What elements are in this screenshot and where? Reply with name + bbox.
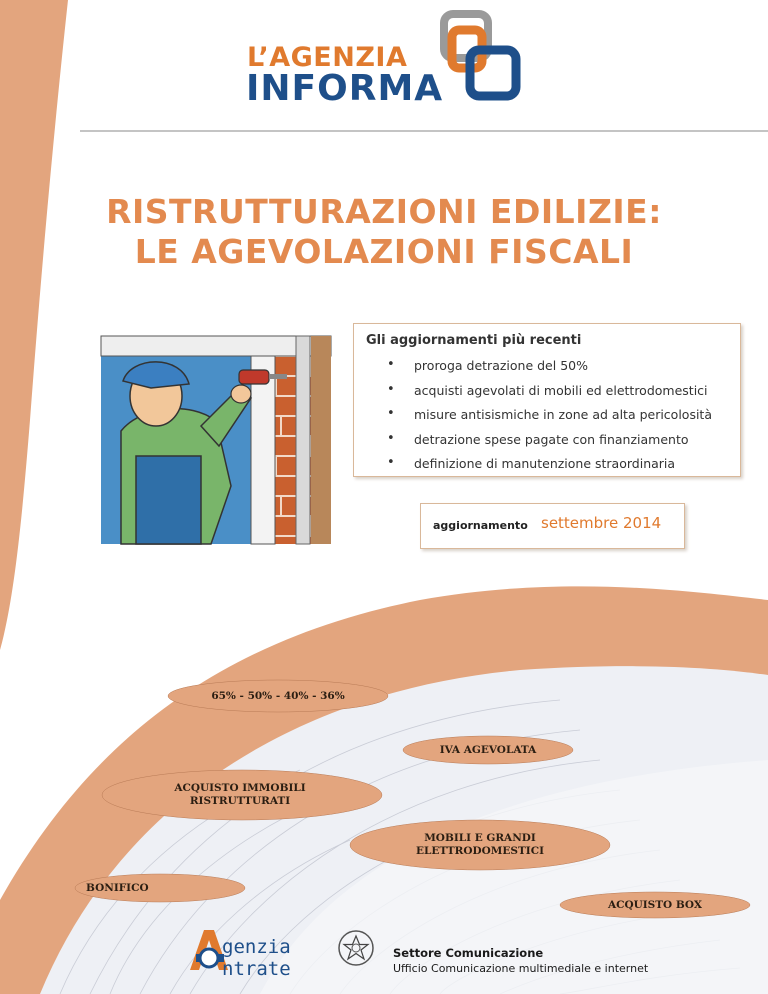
topic-iva: IVA AGEVOLATA — [439, 744, 537, 756]
updates-list — [354, 358, 712, 481]
topic-mobili-line2: ELETTRODOMESTICI — [416, 845, 544, 857]
topic-acquisto-line1: ACQUISTO IMMOBILI — [174, 782, 306, 794]
list-item: • detrazione spese pagate con finanziamento — [354, 432, 712, 457]
title-line2: LE AGEVOLAZIONI FISCALI — [134, 232, 634, 271]
footer-office: Ufficio Comunicazione multimediale e internet — [393, 962, 649, 975]
topic-mobili — [375, 832, 585, 858]
list-item: • proroga detrazione del 50% — [354, 358, 712, 383]
list-item: • acquisti agevolati di mobili ed elettrodomestici — [354, 383, 712, 408]
logo-line2: INFORMA — [246, 68, 444, 109]
title-line1: RISTRUTTURAZIONI EDILIZIE: — [106, 192, 662, 231]
revision-date: settembre 2014 — [541, 514, 662, 532]
updates-heading: Gli aggiornamenti più recenti — [366, 333, 582, 348]
footer-brand-line2: ntrate — [222, 958, 291, 980]
worker-illustration — [101, 336, 331, 544]
footer-brand — [196, 936, 291, 980]
left-wedge-decoration — [0, 0, 68, 650]
footer-dept: Settore Comunicazione — [393, 946, 544, 960]
revision-label: aggiornamento — [433, 519, 528, 532]
revision-box — [420, 503, 685, 549]
topic-mobili-line1: MOBILI E GRANDI — [424, 832, 536, 844]
logo-line1: L’AGENZIA — [247, 42, 408, 73]
logo-squares-icon — [444, 14, 516, 96]
footer-brand-line1: genzia — [222, 936, 291, 958]
topic-rates: 65% - 50% - 40% - 36% — [211, 690, 345, 702]
topic-acquisto-immobili — [130, 782, 350, 808]
updates-box — [353, 323, 741, 477]
topic-box: ACQUISTO BOX — [607, 899, 703, 911]
topic-acquisto-line2: RISTRUTTURATI — [189, 795, 291, 807]
topic-bonifico: BONIFICO — [86, 882, 149, 894]
list-item: • definizione di manutenzione straordinaria — [354, 456, 712, 481]
list-item: • misure antisismiche in zone ad alta pericolosità — [354, 407, 712, 432]
page-title — [0, 192, 768, 272]
